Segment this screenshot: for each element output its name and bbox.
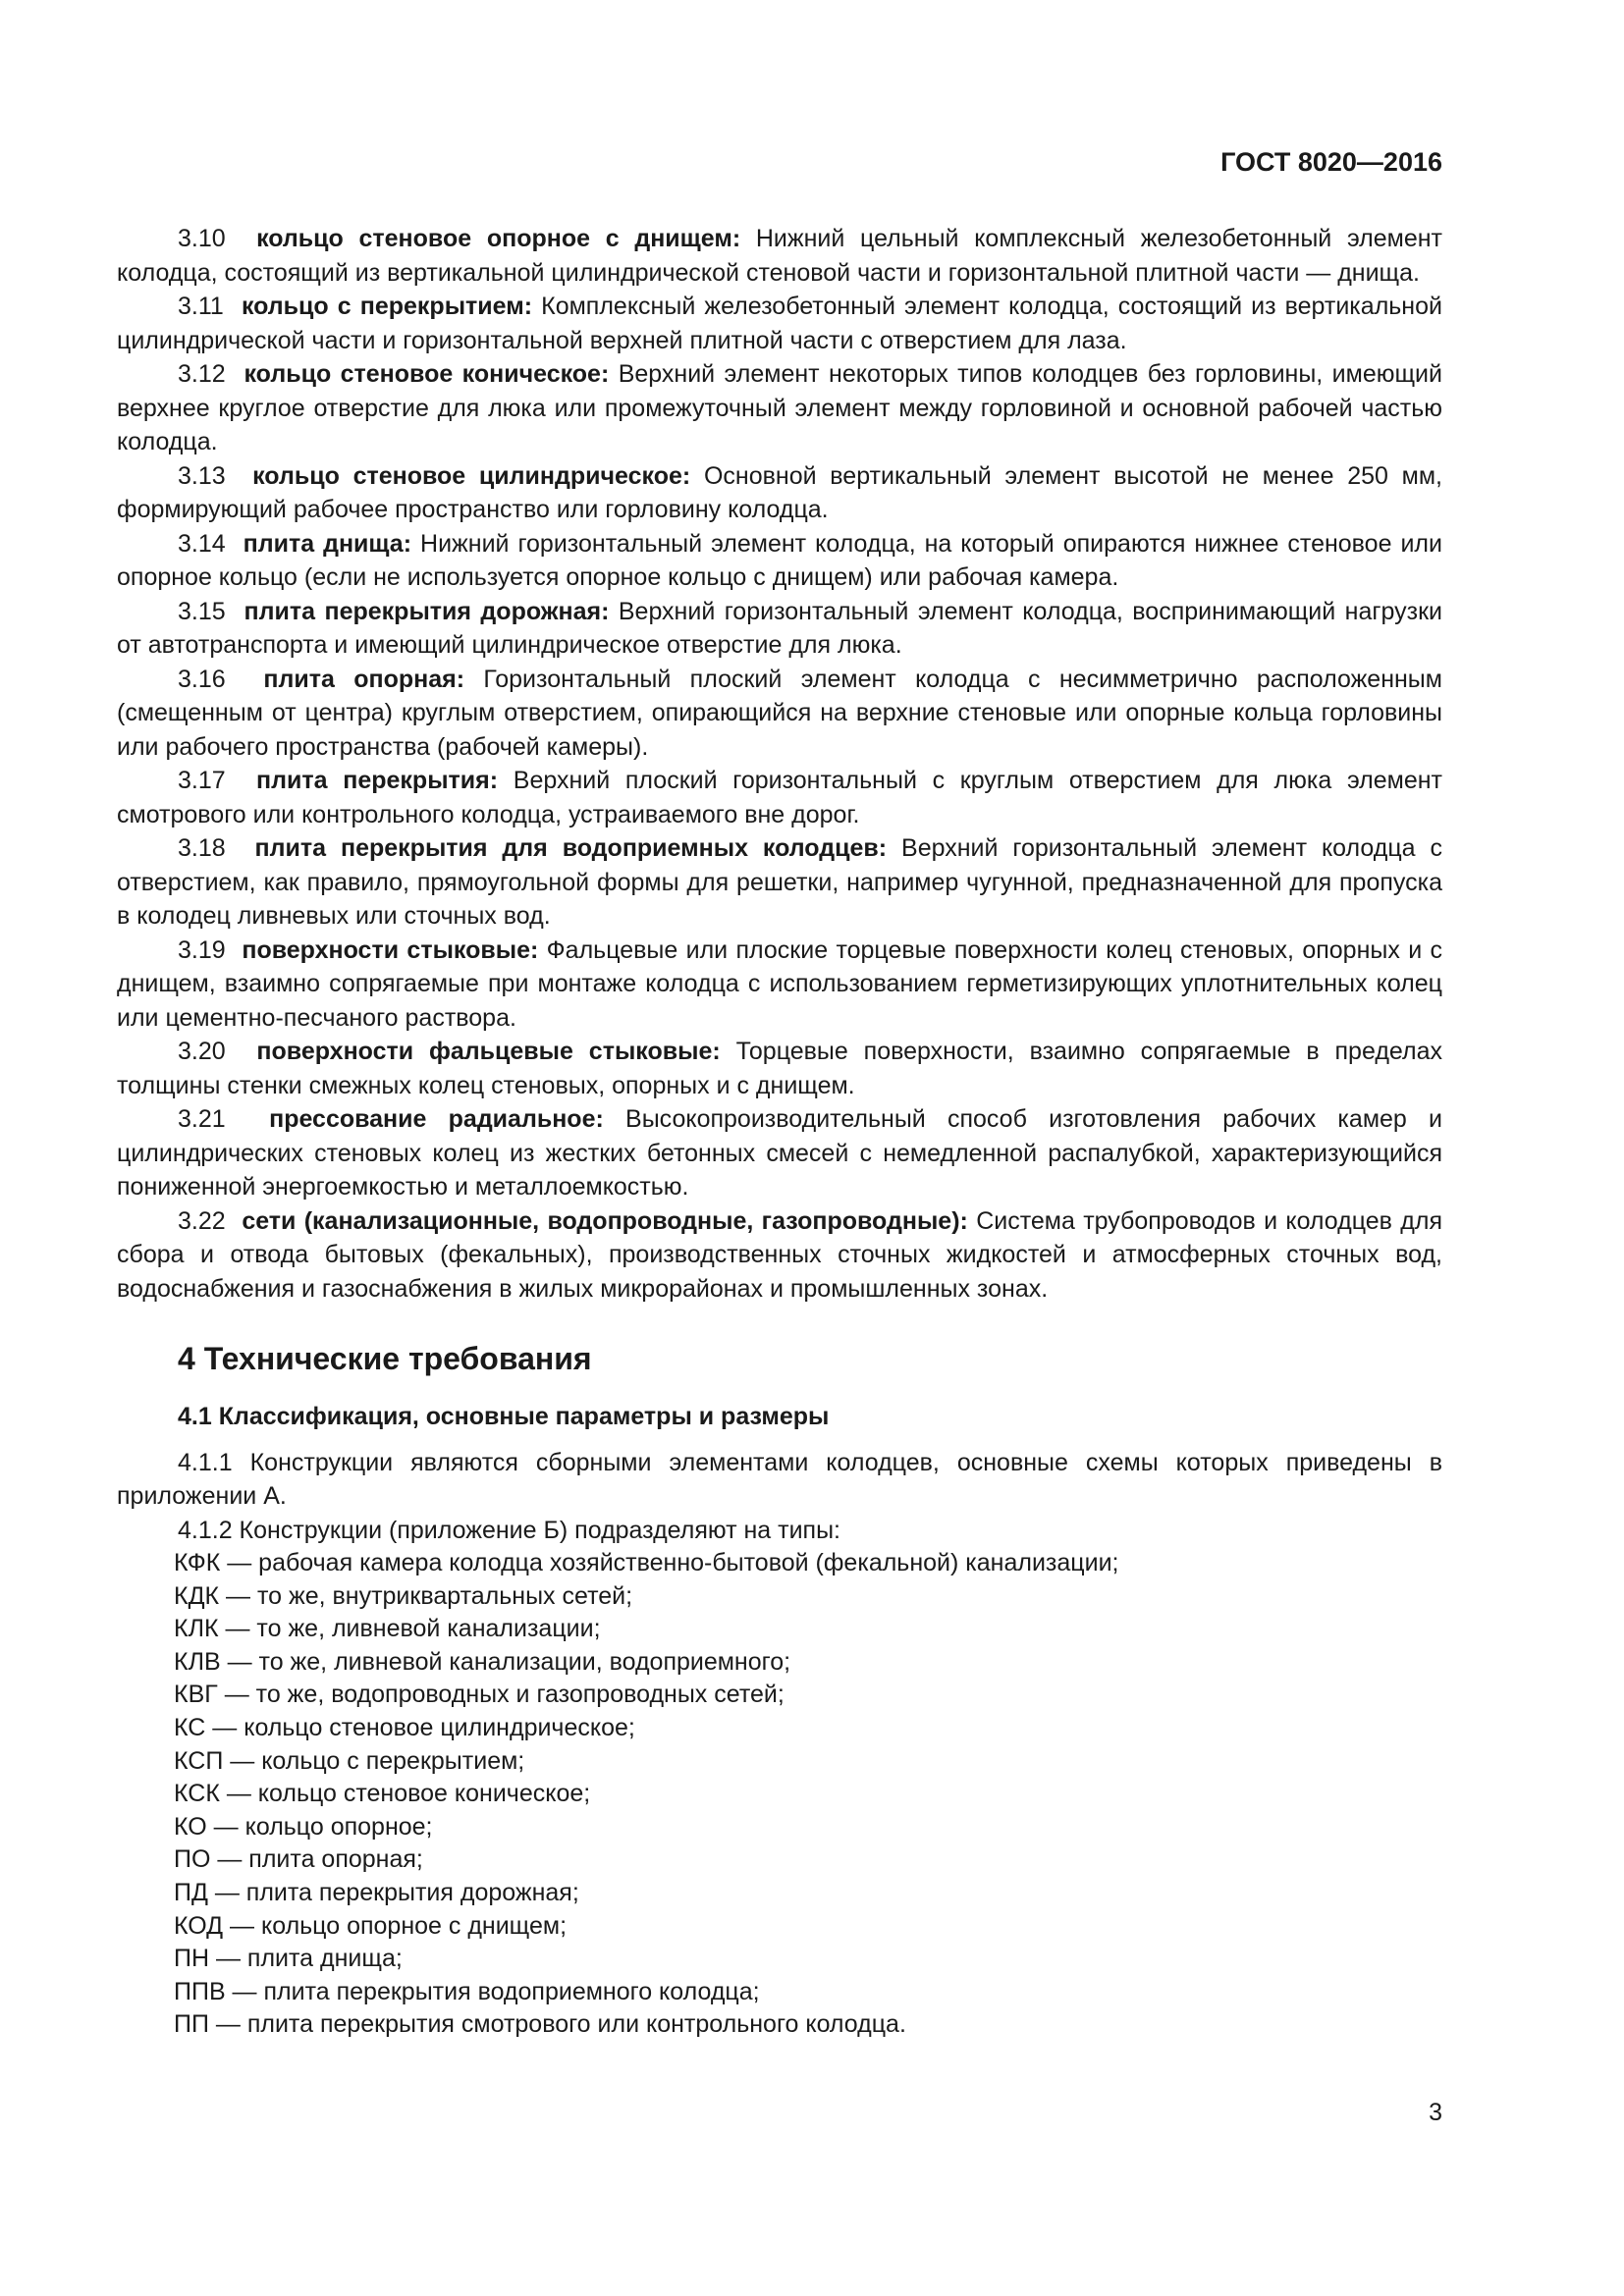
term: плита перекрытия: — [256, 767, 499, 794]
type-list-item: КС — кольцо стеновое цилиндрическое; — [174, 1713, 635, 1741]
type-list-item: ПО — плита опорная; — [174, 1845, 423, 1874]
type-list-item: ПП — плита перекрытия смотрового или контрольного колодца. — [174, 2010, 906, 2039]
definition-text: Верхний элемент некоторых типов колодцев без горловины, имеющий верхнее круглое отверстие для люка или промежуточный элемент между горловиной и основной рабочей частью колодца. — [117, 360, 1442, 455]
section-heading: 4 Технические требования — [178, 1341, 592, 1376]
clause-number: 3.20 — [178, 1038, 226, 1065]
clause-number: 3.10 — [178, 225, 226, 252]
definition — [117, 1035, 1442, 1102]
definition — [117, 459, 1442, 527]
clause-number: 3.22 — [178, 1206, 226, 1235]
definition — [117, 357, 1442, 459]
term: прессование радиальное: — [269, 1105, 604, 1133]
paragraph-4-1-1: 4.1.1 Конструкции являются сборными элементами колодцев, основные схемы которых приведены в приложении А. — [117, 1448, 1442, 1510]
type-list-item: КСП — кольцо с перекрытием; — [174, 1746, 525, 1775]
definition — [117, 831, 1442, 934]
type-list-item: ПД — плита перекрытия дорожная; — [174, 1878, 579, 1906]
type-list-item: КФК — рабочая камера колодца хозяйственно-бытовой (фекальной) канализации; — [174, 1549, 1119, 1576]
definition — [117, 595, 1442, 663]
page-content — [117, 222, 1442, 2042]
definition — [117, 222, 1442, 290]
definition-text: Верхний горизонтальный элемент колодца, воспринимающий нагрузки от автотранспорта и имеющий цилиндрическое отверстие для люка. — [117, 597, 1442, 659]
definition-text: Комплексный железобетонный элемент колодца, состоящий из вертикальной цилиндрической части и горизонтальной верхней плитной части с отверстием для лаза. — [117, 293, 1442, 354]
clause-number: 3.18 — [178, 834, 226, 862]
definition-text: Верхний плоский горизонтальный с круглым отверстием для люка элемент смотрового или контрольного колодца, устраиваемого вне дорог. — [117, 767, 1442, 828]
term: кольцо стеновое цилиндрическое: — [252, 461, 691, 490]
definition — [117, 290, 1442, 357]
subsection-heading: 4.1 Классификация, основные параметры и размеры — [178, 1403, 830, 1430]
clause-number: 3.16 — [178, 665, 226, 693]
type-list-item: КДК — то же, внутриквартальных сетей; — [174, 1581, 633, 1610]
term: плита перекрытия для водоприемных колодцев: — [254, 834, 888, 862]
definition — [117, 934, 1442, 1036]
definition — [117, 764, 1442, 831]
term: плита днища: — [243, 529, 412, 558]
definition — [117, 1102, 1442, 1204]
term: сети (канализационные, водопроводные, газопроводные): — [242, 1206, 968, 1235]
definition-text: Нижний горизонтальный элемент колодца, на который опираются нижнее стеновое или опорное кольцо (если не используется опорное кольцо с днищем) или рабочая камера. — [117, 529, 1442, 591]
clause-number: 3.21 — [178, 1105, 226, 1133]
term: кольцо с перекрытием: — [241, 293, 533, 320]
type-list-item: КВГ — то же, водопроводных и газопроводных сетей; — [174, 1681, 785, 1709]
definition-text: Верхний горизонтальный элемент колодца с отверстием, как правило, прямоугольной формы для решетки, например чугунной, предназначенной для пропуска в колодец ливневых или сточных вод. — [117, 834, 1442, 930]
term: кольцо стеновое опорное с днищем: — [256, 225, 741, 252]
type-list-item: КСК — кольцо стеновое коническое; — [174, 1780, 591, 1808]
type-list-item: КОД — кольцо опорное с днищем; — [174, 1911, 568, 1940]
clause-number: 3.14 — [178, 529, 226, 558]
term: поверхности стыковые: — [242, 935, 539, 964]
type-list-item: ППВ — плита перекрытия водоприемного колодца; — [174, 1977, 760, 2005]
clause-number: 3.13 — [178, 461, 226, 490]
type-list-item: КО — кольцо опорное; — [174, 1812, 433, 1841]
definition — [117, 1204, 1442, 1307]
definition-text: Фальцевые или плоские торцевые поверхности колец стеновых, опорных и с днищем, взаимно сопрягаемые при монтаже колодца с использованием герметизирующих уплотнительных колец или цементно-песчаного раствора. — [117, 935, 1443, 1032]
definition-text: Горизонтальный плоский элемент колодца с несимметрично расположенным (смещенным от центра) круглым отверстием, опирающийся на верхние стеновые или опорные кольца горловины или рабочего пространства (рабочей камеры). — [117, 665, 1442, 761]
term: плита опорная: — [263, 665, 465, 693]
definition-text: Нижний цельный комплексный железобетонный элемент колодца, состоящий из вертикальной цилиндрической стеновой части и горизонтальной плитной части — днища. — [117, 225, 1442, 287]
term: поверхности фальцевые стыковые: — [256, 1038, 721, 1065]
clause-number: 3.11 — [178, 293, 224, 320]
definition — [117, 527, 1442, 595]
type-list-item: КЛК — то же, ливневой канализации; — [174, 1615, 601, 1643]
definition — [117, 663, 1442, 765]
page-number: 3 — [1429, 2099, 1442, 2126]
clause-number: 3.19 — [178, 935, 226, 964]
clause-number: 3.17 — [178, 767, 226, 794]
definition-text: Высокопроизводительный способ изготовления рабочих камер и цилиндрических стеновых колец из жестких бетонных смесей с немедленной распалубкой, характеризующийся пониженной энергоемкостью и металлоемкостью. — [117, 1105, 1442, 1201]
type-list-item: ПН — плита днища; — [174, 1945, 403, 1973]
definition-text: Система трубопроводов и колодцев для сбора и отвода бытовых (фекальных), производственных сточных жидкостей и атмосферных сточных вод, водоснабжения и газоснабжения в жилых микрорайонах и промышленных зонах. — [117, 1206, 1442, 1303]
definition-text: Торцевые поверхности, взаимно сопрягаемые в пределах толщины стенки смежных колец стеновых, опорных и с днищем. — [117, 1038, 1442, 1099]
type-list-item: КЛВ — то же, ливневой канализации, водоприемного; — [174, 1647, 791, 1676]
paragraph-4-1-2: 4.1.2 Конструкции (приложение Б) подразделяют на типы: — [178, 1516, 840, 1544]
clause-number: 3.15 — [178, 597, 226, 625]
definition-text: Основной вертикальный элемент высотой не менее 250 мм, формирующий рабочее пространство или горловину колодца. — [117, 461, 1442, 523]
term: кольцо стеновое коническое: — [244, 360, 610, 388]
term: плита перекрытия дорожная: — [244, 597, 610, 625]
clause-number: 3.12 — [178, 360, 226, 388]
document-id: ГОСТ 8020—2016 — [1220, 147, 1442, 177]
